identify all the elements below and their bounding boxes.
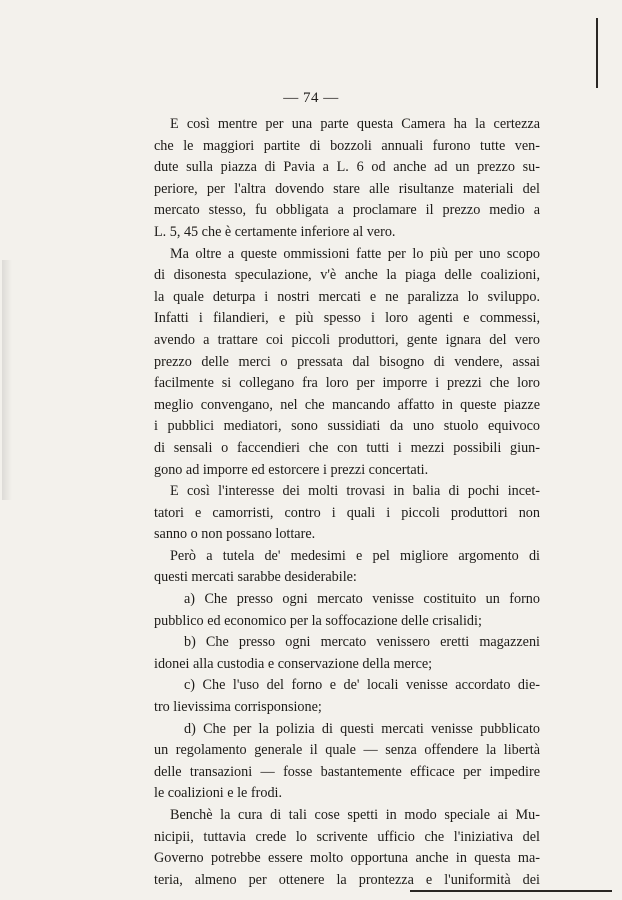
- text-line: le coalizioni e le frodi.: [154, 785, 283, 802]
- text-line: i pubblici mediatori, sono sussidiati da uno stuolo equivoco: [154, 418, 540, 435]
- body-text: [154, 114, 540, 891]
- text-line: prezzo delle merci o pressata dal bisogno di vendere, assai: [154, 353, 540, 370]
- paragraph: [154, 546, 540, 589]
- text-line: teria, almeno per ottenere la prontezza e l'uniformità dei: [154, 871, 540, 888]
- list-item: [154, 675, 540, 718]
- text-line: E così mentre per una parte questa Camera ha la certezza: [170, 116, 540, 132]
- text-line: mercato stesso, fu obbligata a proclamare il prezzo medio a: [154, 202, 540, 219]
- text-line: facilmente si collegano fra loro per imporre i prezzi che loro: [154, 375, 540, 392]
- text-line: la quale deturpa i nostri mercati e ne paralizza lo sviluppo.: [154, 288, 540, 305]
- text-line: d) Che per la polizia di questi mercati venisse pubblicato: [184, 720, 540, 737]
- text-line: Benchè la cura di tali cose spetti in modo speciale ai Mu-: [170, 807, 540, 823]
- list-item: [154, 719, 540, 805]
- text-line: di sensali o faccendieri che con tutti i mezzi possibili giun-: [154, 439, 540, 456]
- text-line: dute sulla piazza di Pavia a L. 6 od anche ad un prezzo su-: [154, 159, 540, 176]
- text-line: Però a tutela de' medesimi e pel migliore argomento di: [170, 547, 540, 564]
- paragraph: [154, 244, 540, 482]
- text-line: un regolamento generale il quale — senza offendere la libertà: [154, 742, 540, 759]
- text-line: gono ad imporre ed estorcere i prezzi concertati.: [154, 461, 429, 478]
- list-item: [154, 632, 540, 675]
- text-line: che le maggiori partite di bozzoli annuali furono tutte ven-: [154, 137, 540, 154]
- text-line: c) Che l'uso del forno e de' locali venisse accordato die-: [184, 677, 540, 694]
- text-line: sanno o non possano lottare.: [154, 526, 316, 543]
- text-line: periore, per l'altra dovendo stare alle risultanze materiali del: [154, 180, 540, 197]
- text-line: tro lievissima corrisponsione;: [154, 699, 322, 716]
- text-line: Ma oltre a queste ommissioni fatte per lo più per uno scopo: [170, 245, 540, 262]
- text-line: delle transazioni — fosse bastantemente efficace per impedire: [154, 763, 540, 780]
- text-line: L. 5, 45 che è certamente inferiore al vero.: [154, 223, 396, 240]
- page-number: — 74 —: [283, 90, 339, 106]
- text-line: b) Che presso ogni mercato venissero eretti magazzeni: [184, 634, 540, 651]
- text-line: questi mercati sarabbe desiderabile:: [154, 569, 357, 586]
- text-line: di disonesta speculazione, v'è anche la piaga delle coalizioni,: [154, 267, 540, 284]
- binding-shadow: [2, 260, 12, 500]
- text-line: nicipii, tuttavia crede lo scrivente ufficio che l'iniziativa del: [154, 828, 540, 845]
- paragraph: [154, 481, 540, 546]
- text-line: tatori e camorristi, contro i quali i piccoli produttori non: [154, 504, 540, 521]
- page-edge-line: [596, 18, 598, 88]
- text-line: meglio convengano, nel che mancando affatto in queste piazze: [154, 396, 540, 413]
- text-line: Infatti i filandieri, e più spesso i loro agenti e commessi,: [154, 310, 540, 327]
- list-item: [154, 589, 540, 632]
- paragraph: [154, 114, 540, 244]
- text-line: idonei alla custodia e conservazione della merce;: [154, 655, 433, 672]
- text-line: avendo a trattare coi piccoli produttori, gente ignara del vero: [154, 331, 540, 348]
- text-line: Governo potrebbe essere molto opportuna anche in questa ma-: [154, 850, 540, 867]
- text-line: E così l'interesse dei molti trovasi in balia di pochi incet-: [170, 483, 540, 500]
- text-line: pubblico ed economico per la soffocazione delle crisalidi;: [154, 612, 482, 629]
- paragraph: [154, 805, 540, 891]
- text-line: a) Che presso ogni mercato venisse costituito un forno: [184, 591, 540, 608]
